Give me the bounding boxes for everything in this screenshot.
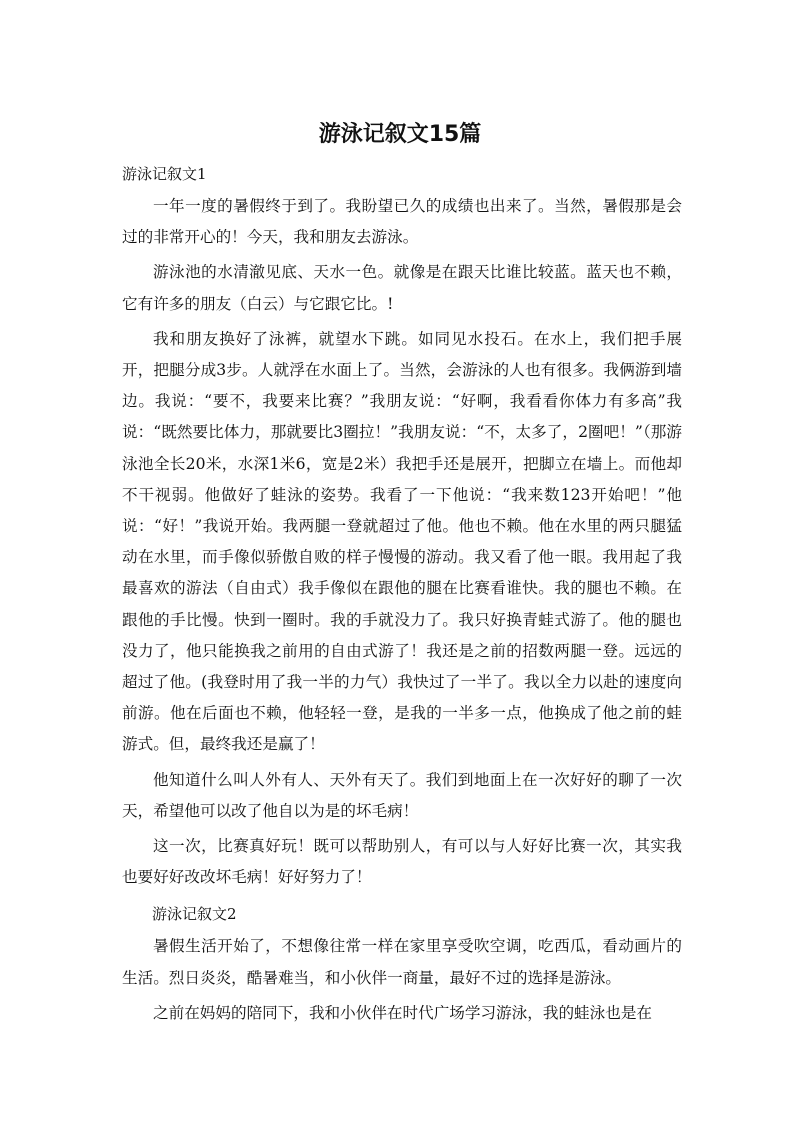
paragraph: 一年一度的暑假终于到了。我盼望已久的成绩也出来了。当然，暑假那是会过的非常开心的！今天，我和朋友去游泳。 xyxy=(122,197,682,247)
paragraph: 他知道什么叫人外有人、天外有天了。我们到地面上在一次好好的聊了一次天，希望他可以改了他自以为是的坏毛病！ xyxy=(122,770,682,820)
section-heading: 游泳记叙文1 xyxy=(122,165,207,183)
paragraph: 暑假生活开始了，不想像往常一样在家里享受吹空调，吃西瓜，看动画片的生活。烈日炎炎，酷暑难当，和小伙伴一商量，最好不过的选择是游泳。 xyxy=(122,937,682,987)
paragraph: 这一次，比赛真好玩！既可以帮助别人，有可以与人好好比赛一次，其实我也要好好改改坏毛病！好好努力了！ xyxy=(122,837,682,887)
paragraph: 我和朋友换好了泳裤，就望水下跳。如同见水投石。在水上，我们把手展开，把腿分成3步。人就浮在水面上了。当然，会游泳的人也有很多。我俩游到墙边。我说：“要不，我要来比赛？”我朋友说：“好啊，我看看你体力有多高”我说：“既然要比体力，那就要比3圈拉！”我朋友说：“不，太多了，2圈吧！”（那游泳池全长20米，水深1米6，宽是2米）我把手还是展开，把脚立在墙上。而他却不干视弱。他做好了蛙泳的姿势。我看了一下他说：“我来数123开始吧！”他说：“好！”我说开始。我两腿一登就超过了他。他也不赖。他在水里的两只腿猛动在水里，而手像似骄傲自败的样子慢慢的游动。我又看了他一眼。我用起了我最喜欢的游法（自由式）我手像似在跟他的腿在比赛看谁快。我的腿也不赖。在跟他的手比慢。快到一圈时。我的手就没力了。我只好换青蛙式游了。他的腿也没力了，他只能换我之前用的自由式游了！我还是之前的招数两腿一登。远远的超过了他。(我登时用了我一半的力气）我快过了一半了。我以全力以赴的速度向前游。他在后面也不赖，他轻轻一登，是我的一半多一点，他换成了他之前的蛙游式。但，最终我还是赢了！ xyxy=(122,329,682,754)
document-body xyxy=(122,157,682,1033)
paragraph: 游泳池的水清澈见底、天水一色。就像是在跟天比谁比较蓝。蓝天也不赖，它有许多的朋友（白云）与它跟它比。! xyxy=(122,263,682,313)
section-heading: 游泳记叙文2 xyxy=(152,905,237,924)
document-title: 游泳记叙文15篇 xyxy=(318,122,482,147)
paragraph: 之前在妈妈的陪同下，我和小伙伴在时代广场学习游泳，我的蛙泳也是在 xyxy=(153,1003,653,1022)
